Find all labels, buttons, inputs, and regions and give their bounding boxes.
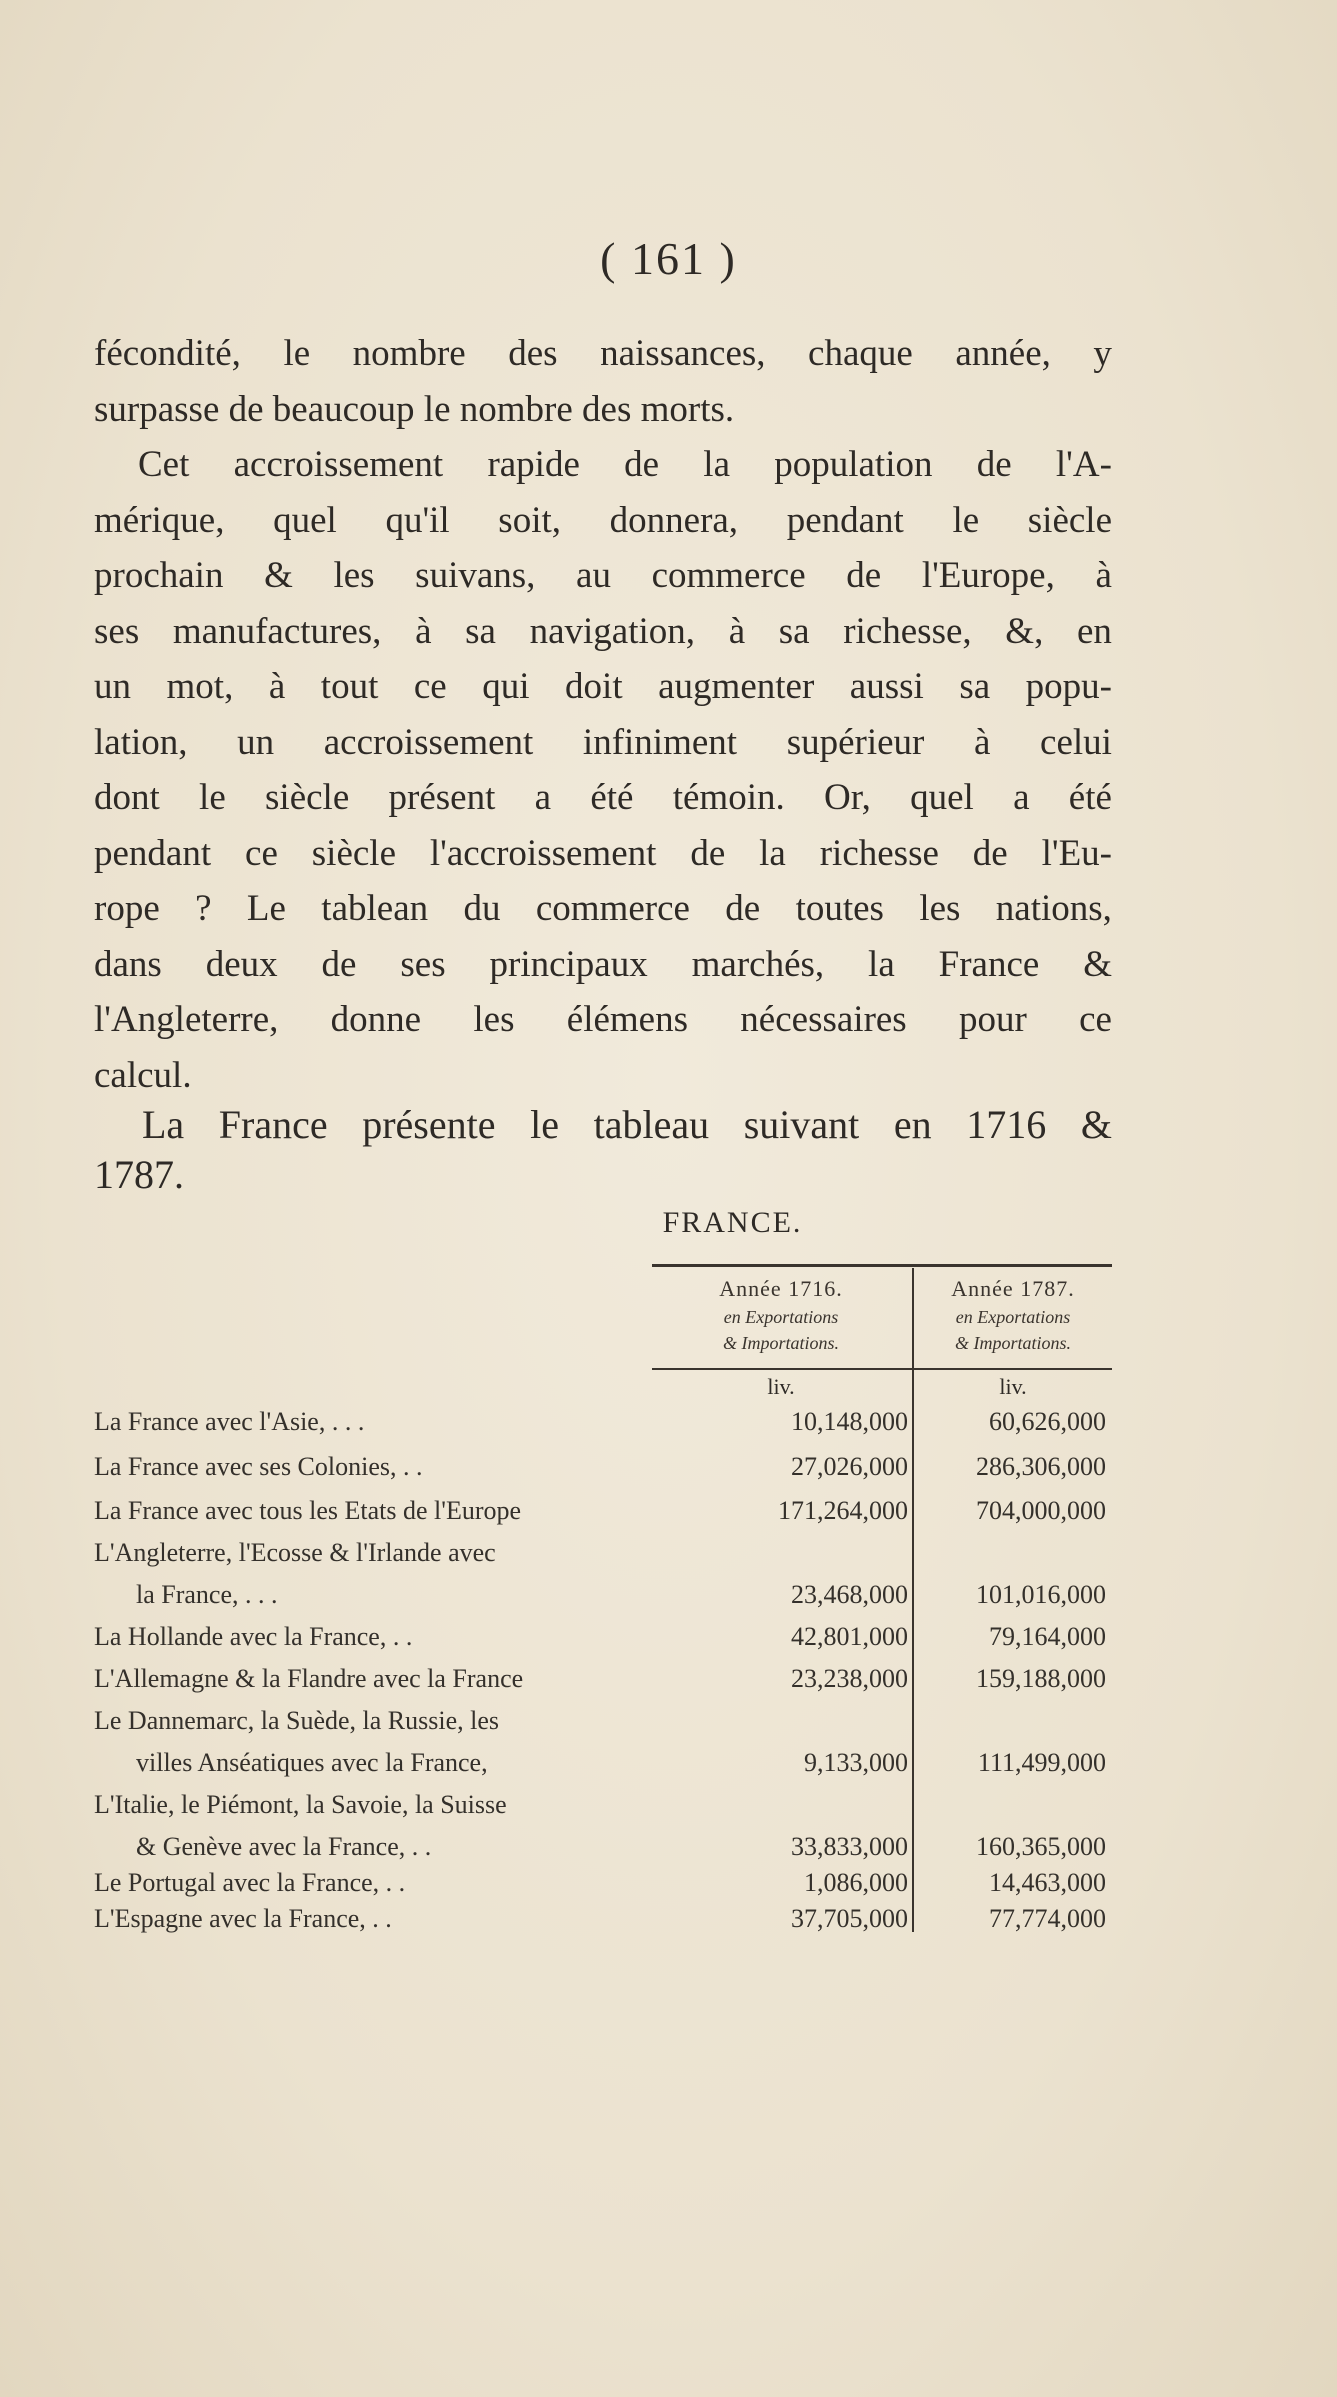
value-1787: 77,774,000: [989, 1904, 1106, 1933]
value-1787: 159,188,000: [976, 1664, 1106, 1693]
row-label: L'Espagne avec la France, . .: [94, 1904, 392, 1933]
header-rule: [652, 1368, 1112, 1370]
row-label: La Hollande avec la France, . .: [94, 1622, 413, 1651]
value-1787: 79,164,000: [989, 1622, 1106, 1651]
value-1787: 60,626,000: [989, 1407, 1106, 1436]
value-1716: 10,148,000: [791, 1407, 908, 1436]
text-line: fécondité, le nombre des naissances, chaque année, y: [94, 333, 1112, 374]
value-1716: 23,238,000: [791, 1664, 908, 1693]
column-subtitle: & Importations.: [954, 1333, 1071, 1353]
text-line: calcul.: [94, 1054, 192, 1096]
text-line: rope ? Le tablean du commerce de toutes les nations,: [94, 888, 1112, 929]
intro-line: La France présente le tableau suivant en 1716 &: [142, 1102, 1112, 1147]
value-1787: 101,016,000: [976, 1580, 1106, 1609]
text-line: pendant ce siècle l'accroissement de la richesse de l'Eu-: [94, 832, 1112, 874]
value-1787: 286,306,000: [976, 1452, 1106, 1481]
intro-line: 1787.: [94, 1152, 184, 1197]
trade-table: [0, 1256, 1337, 1956]
row-label: La France avec ses Colonies, . .: [94, 1452, 423, 1481]
value-1787: 704,000,000: [976, 1496, 1106, 1525]
column-subtitle: en Exportations: [955, 1307, 1071, 1327]
row-label: Le Dannemarc, la Suède, la Russie, les: [94, 1706, 500, 1735]
value-1787: 111,499,000: [977, 1748, 1106, 1777]
row-label: Le Portugal avec la France, . .: [94, 1868, 406, 1897]
row-label: L'Allemagne & la Flandre avec la France: [94, 1664, 524, 1693]
value-1716: 42,801,000: [791, 1622, 908, 1651]
row-label: La France avec tous les Etats de l'Europe: [94, 1496, 522, 1525]
row-label-continued: & Genève avec la France, . .: [136, 1832, 432, 1861]
column-subtitle: & Importations.: [722, 1333, 839, 1353]
value-1716: 171,264,000: [778, 1496, 908, 1525]
page-number: ( 161 ): [600, 233, 737, 284]
column-subtitle: en Exportations: [723, 1307, 839, 1327]
text-line: Cet accroissement rapide de la population de l'A-: [138, 444, 1112, 485]
value-1716: 9,133,000: [804, 1748, 908, 1777]
row-label: L'Angleterre, l'Ecosse & l'Irlande avec: [94, 1538, 496, 1567]
row-label: La France avec l'Asie, . . .: [94, 1407, 365, 1436]
text-line: dans deux de ses principaux marchés, la France &: [94, 943, 1112, 985]
text-line: un mot, à tout ce qui doit augmenter aussi sa popu-: [94, 666, 1112, 707]
value-1716: 33,833,000: [791, 1832, 908, 1861]
value-1716: 37,705,000: [791, 1904, 908, 1933]
text-line: l'Angleterre, donne les élémens nécessaires pour ce: [94, 999, 1112, 1040]
main-paragraph: [94, 326, 1112, 1103]
column-year: Année 1787.: [951, 1276, 1075, 1301]
row-label-continued: villes Anséatiques avec la France,: [136, 1748, 488, 1777]
text-line: dont le siècle présent a été témoin. Or, quel a été: [94, 777, 1112, 818]
table-intro: [94, 1100, 1112, 1200]
unit-label: liv.: [767, 1374, 795, 1399]
text-line: surpasse de beaucoup le nombre des morts.: [94, 388, 735, 430]
column-header-1716: [652, 1274, 910, 1356]
value-1787: 14,463,000: [989, 1868, 1106, 1897]
text-line: prochain & les suivans, au commerce de l'Europe, à: [94, 555, 1112, 596]
text-line: ses manufactures, à sa navigation, à sa richesse, &, en: [94, 610, 1112, 652]
value-1787: 160,365,000: [976, 1832, 1106, 1861]
table-title: FRANCE.: [662, 1206, 803, 1239]
value-1716: 27,026,000: [791, 1452, 908, 1481]
table-top-rule: [652, 1264, 1112, 1267]
column-year: Année 1716.: [719, 1276, 843, 1301]
column-header-1787: [914, 1274, 1112, 1356]
value-1716: 1,086,000: [804, 1868, 908, 1897]
unit-label: liv.: [999, 1374, 1027, 1399]
value-1716: 23,468,000: [791, 1580, 908, 1609]
row-label: L'Italie, le Piémont, la Savoie, la Suisse: [94, 1790, 507, 1819]
text-line: mérique, quel qu'il soit, donnera, pendant le siècle: [94, 499, 1112, 541]
row-label-continued: la France, . . .: [136, 1580, 278, 1609]
text-line: lation, un accroissement infiniment supérieur à celui: [94, 721, 1112, 763]
